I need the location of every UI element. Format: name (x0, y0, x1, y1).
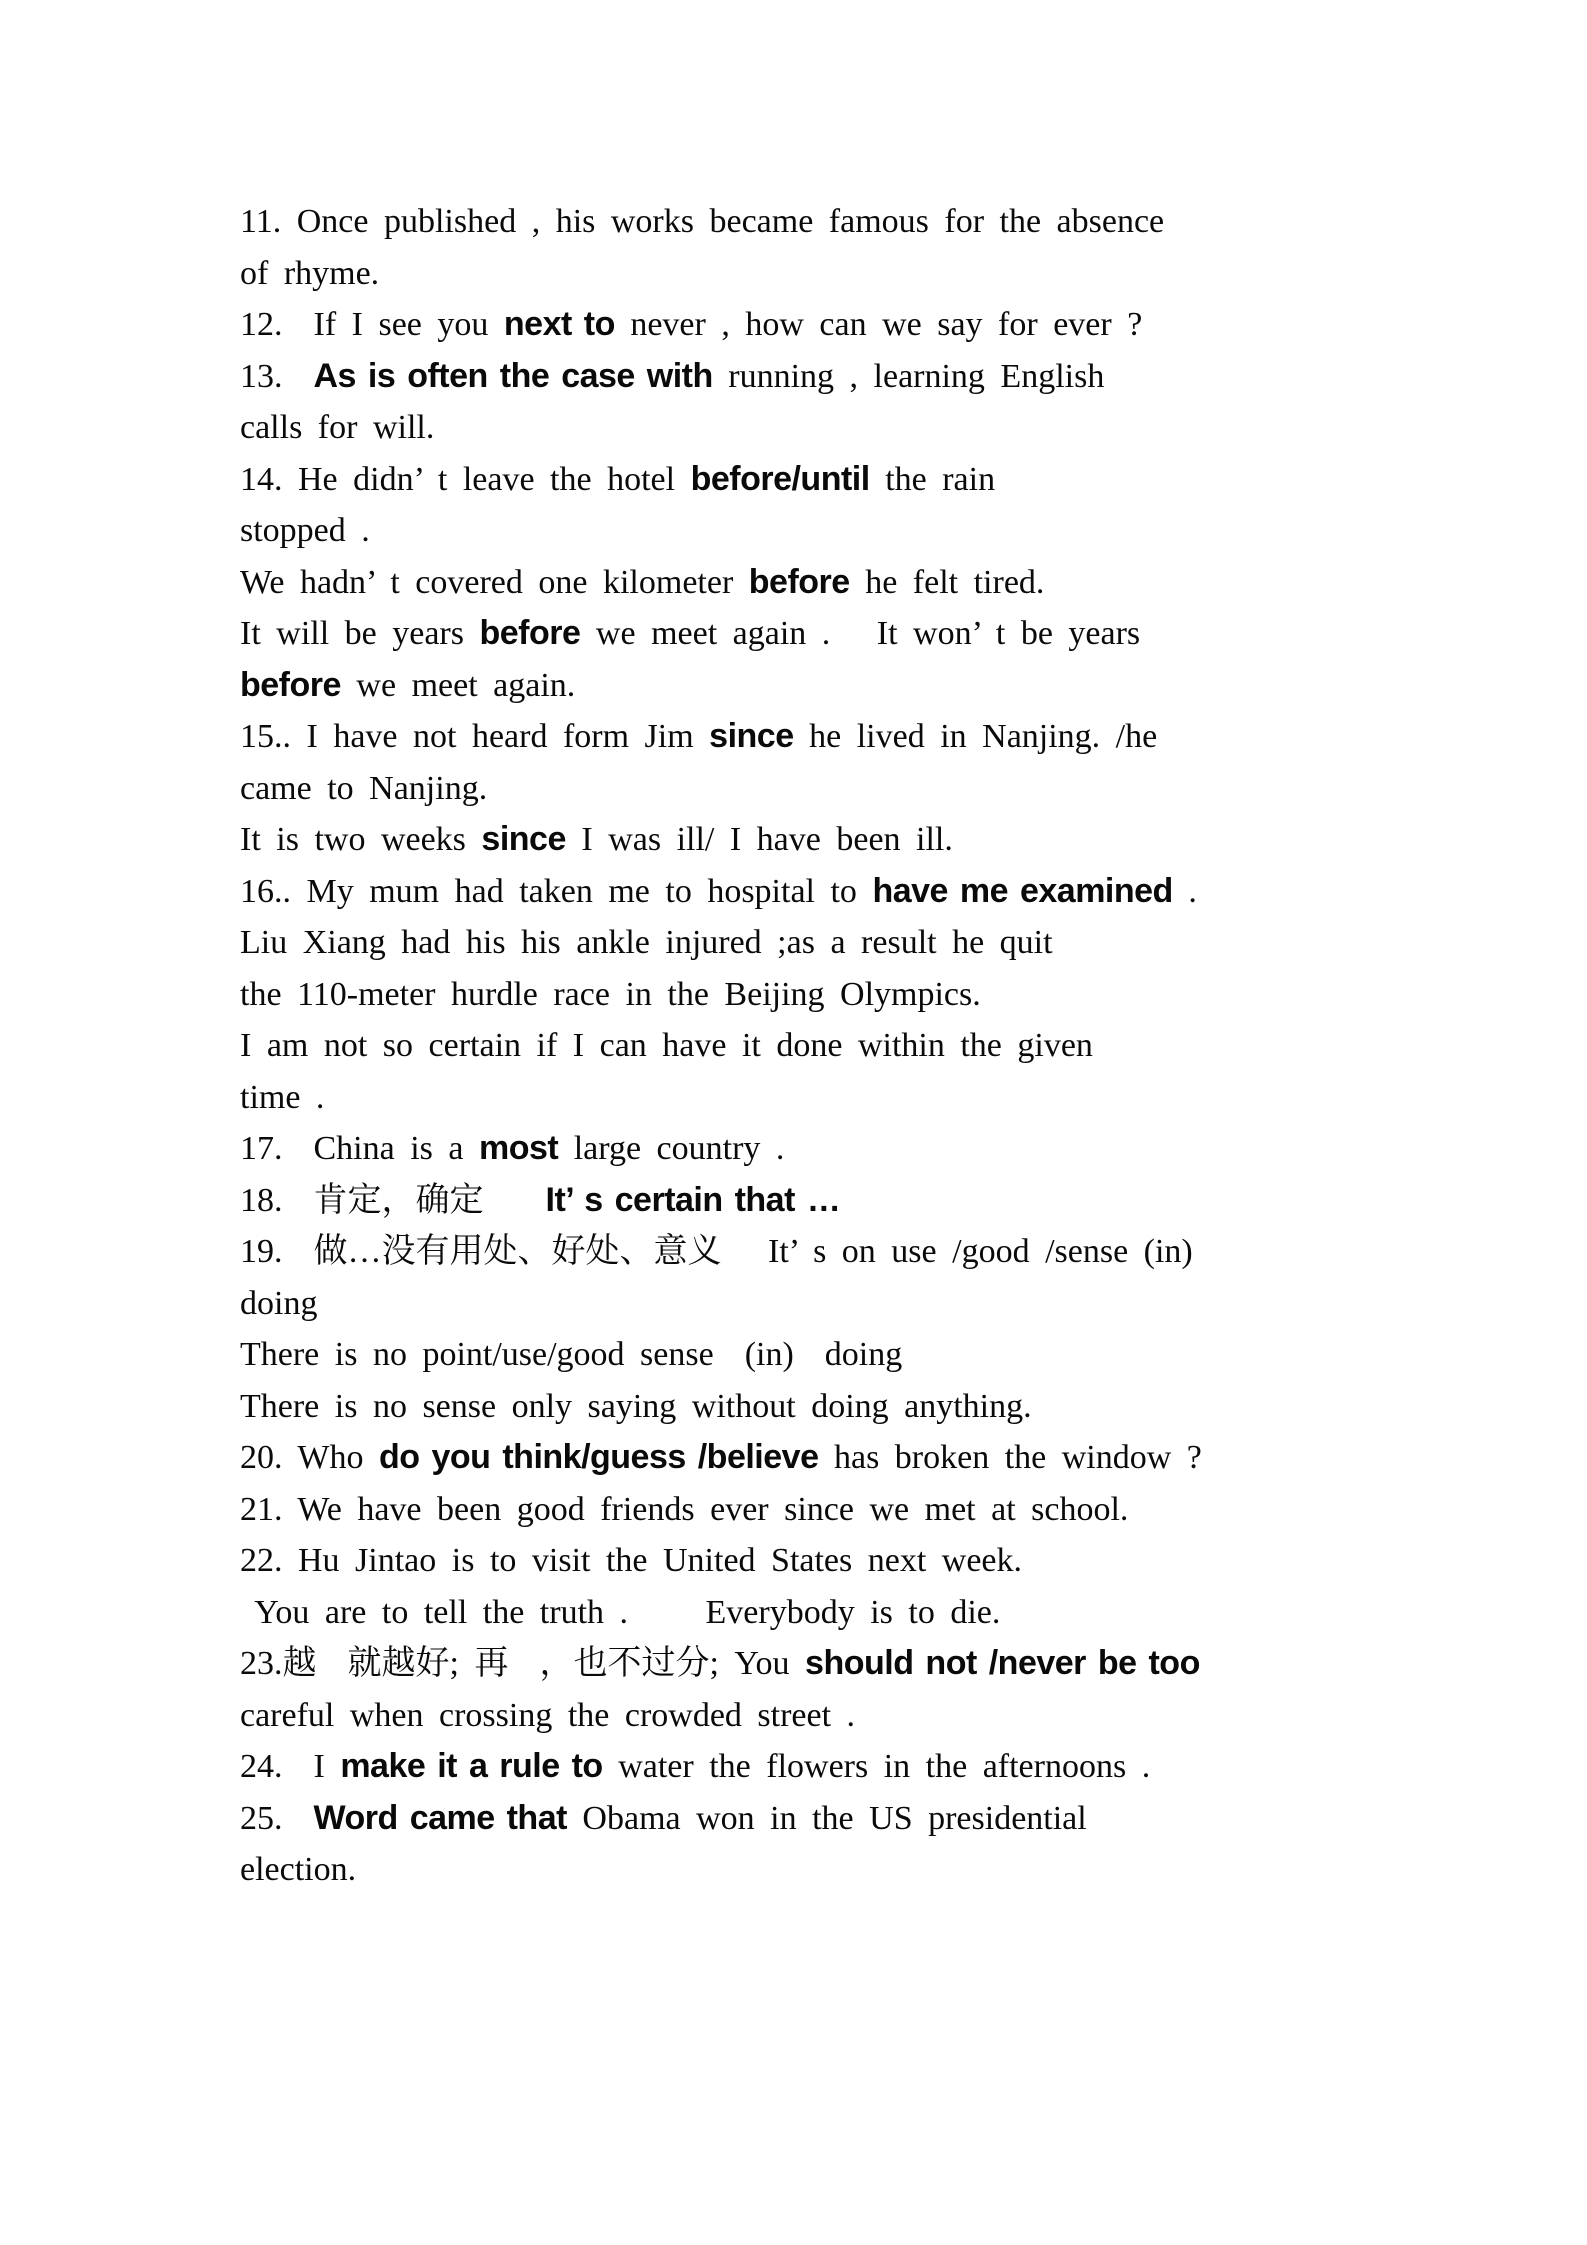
text-run: There is no sense only saying without doing anything. (240, 1387, 1032, 1425)
text-run: never , how can we say for ever ? (614, 306, 1143, 343)
text-line (240, 1484, 1365, 1536)
text-line (240, 814, 1365, 866)
text-line (240, 711, 1365, 763)
text-run: 25. (240, 1799, 314, 1837)
text-run: 21. We have been good friends ever since we met at school. (240, 1490, 1129, 1528)
text-run: 16.. My mum had taken me to hospital to (240, 872, 873, 910)
text-run: stopped . (240, 512, 370, 549)
text-run: I am not so certain if I can have it done within the given (240, 1027, 1093, 1064)
text-line (240, 1741, 1365, 1793)
text-run: There is no point/use/good sense (in) doing (240, 1336, 903, 1373)
text-run: 11. Once published , his works became famous for the absence (240, 203, 1165, 240)
text-line (240, 1844, 1365, 1896)
text-run: I was ill/ I have been ill. (565, 821, 953, 858)
text-run: It is two weeks (240, 821, 482, 858)
bold-text-run: since (481, 820, 566, 858)
text-line (240, 1432, 1365, 1484)
text-run: he felt tired. (849, 563, 1045, 601)
text-run: time . (240, 1078, 325, 1116)
text-line (240, 1381, 1365, 1433)
text-run: . (1172, 872, 1197, 910)
text-line (240, 557, 1365, 609)
text-line (240, 1123, 1365, 1175)
bold-text-run: before (240, 665, 341, 704)
text-run: doing (240, 1284, 318, 1322)
text-run: Obama won in the US presidential (566, 1799, 1087, 1837)
text-run: 15.. I have not heard form Jim (240, 718, 710, 755)
text-run: we meet again . It won’ t be years (580, 615, 1141, 652)
text-line (240, 608, 1365, 660)
text-line (240, 1587, 1365, 1639)
text-line (240, 763, 1365, 815)
text-line (240, 1690, 1365, 1742)
text-run: running , learning English (712, 357, 1105, 395)
text-run: 24. I (240, 1748, 341, 1785)
bold-text-run: next to (503, 305, 615, 343)
bold-text-run: As is often the case with (313, 356, 713, 395)
text-run: water the flowers in the afternoons . (602, 1748, 1151, 1785)
bold-text-run: have me examined (872, 871, 1173, 910)
text-line (240, 1175, 1365, 1227)
text-run: You are to tell the truth . Everybody is to die. (240, 1593, 1001, 1631)
bold-text-run: before (748, 562, 850, 601)
text-run: election. (240, 1851, 357, 1888)
text-line (240, 1226, 1365, 1278)
text-line (240, 866, 1365, 918)
text-run: 19. 做…没有用处、好处、意义 It’ s on use /good /sense (in) (240, 1233, 1193, 1270)
text-run: We hadn’ t covered one kilometer (240, 563, 749, 601)
text-run: careful when crossing the crowded street . (240, 1696, 856, 1734)
text-line (240, 402, 1365, 454)
bold-text-run: Word came that (313, 1798, 567, 1837)
text-run: 18. 肯定，确定 (240, 1181, 546, 1219)
text-line (240, 1020, 1365, 1072)
bold-text-run: most (478, 1129, 559, 1167)
text-run: 12. If I see you (240, 306, 504, 343)
text-line (240, 1638, 1365, 1690)
bold-text-run: do you think/guess /believe (378, 1438, 819, 1476)
text-run: calls for will. (240, 409, 435, 446)
text-line (240, 351, 1365, 403)
text-run: 22. Hu Jintao is to visit the United States next week. (240, 1542, 1023, 1579)
document-body (240, 196, 1365, 1896)
text-run: we meet again. (340, 666, 576, 704)
text-line (240, 1793, 1365, 1845)
text-line (240, 196, 1365, 248)
text-run: large country . (558, 1130, 785, 1167)
text-run: has broken the window ? (818, 1439, 1202, 1476)
text-line (240, 248, 1365, 300)
text-run: 14. He didn’ t leave the hotel (240, 460, 691, 498)
bold-text-run: before/until (690, 459, 870, 498)
text-run: 13. (240, 357, 314, 395)
text-line (240, 969, 1365, 1021)
bold-text-run: make it a rule to (340, 1747, 603, 1785)
text-line (240, 1072, 1365, 1124)
bold-text-run: before (479, 614, 581, 652)
text-run: came to Nanjing. (240, 769, 488, 807)
text-line (240, 1329, 1365, 1381)
text-line (240, 917, 1365, 969)
text-line (240, 454, 1365, 506)
text-run: the 110-meter hurdle race in the Beijing Olympics. (240, 975, 981, 1013)
text-run: of rhyme. (240, 254, 380, 292)
text-run: Liu Xiang had his his ankle injured ;as a result he quit (240, 924, 1053, 961)
text-run: the rain (869, 460, 996, 498)
bold-text-run: should not /never be too (805, 1644, 1200, 1682)
text-line (240, 1278, 1365, 1330)
text-run: It will be years (240, 615, 480, 652)
bold-text-run: since (709, 717, 794, 755)
text-run: 20. Who (240, 1439, 379, 1476)
text-run: he lived in Nanjing. /he (793, 718, 1158, 755)
text-run: 17. China is a (240, 1130, 479, 1167)
text-line (240, 505, 1365, 557)
text-line (240, 1535, 1365, 1587)
text-line (240, 660, 1365, 712)
text-line (240, 299, 1365, 351)
bold-text-run: It’ s certain that … (545, 1180, 841, 1219)
text-run: 23.越 就越好; 再 ，也不过分; You (240, 1645, 806, 1682)
